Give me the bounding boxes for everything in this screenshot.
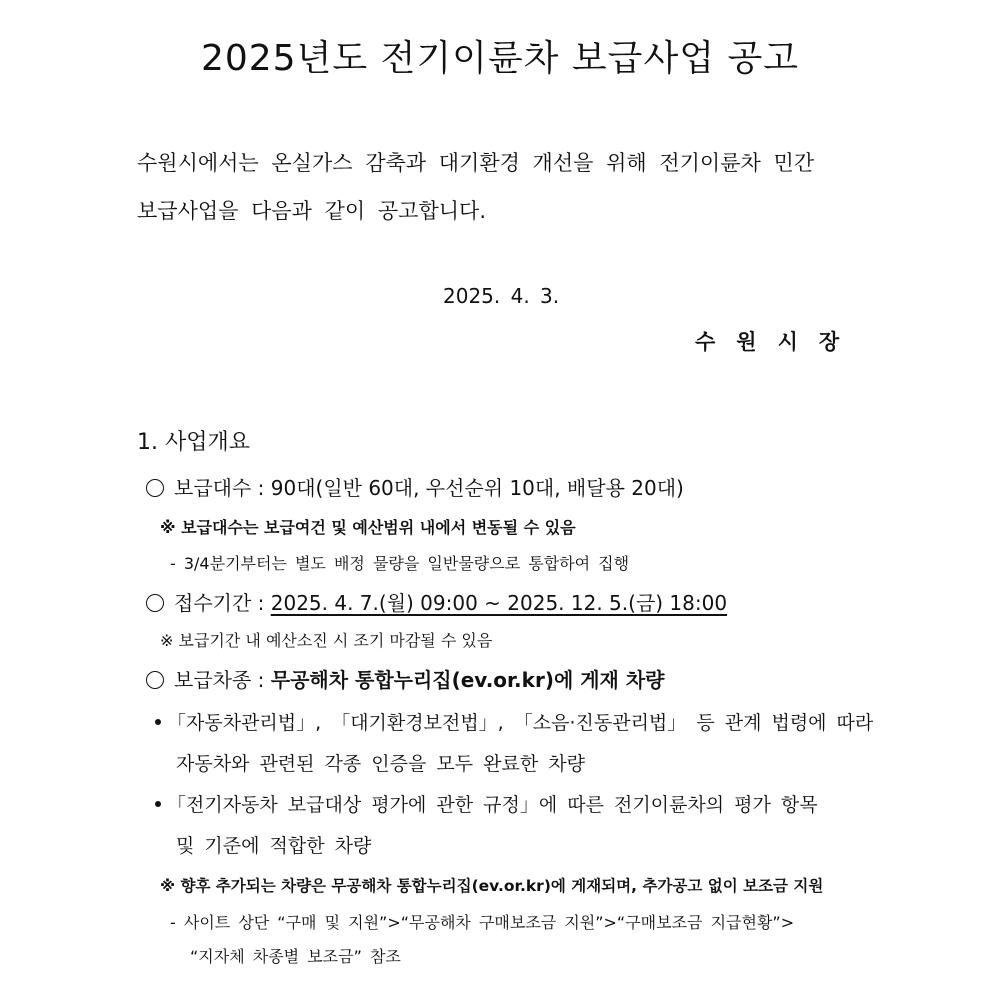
quantity-sub: - 3/4분기부터는 별도 배정 물량을 일반물량으로 통합하여 집행 [170,554,630,573]
vehicle-bullet-1: 「자동차관리법」, 「대기환경보전법」, 「소음·진동관리법」 등 관계 법령에 따라 [155,708,873,735]
signer: 수원시장 [695,330,861,354]
vehicles-item [146,664,664,693]
vehicle-bullet-1-cont: 자동차와 관련된 각종 인증을 모두 완료한 차량 [176,753,585,775]
period-item [146,587,727,616]
quantity-value: 90대(일반 60대, 우선순위 10대, 배달용 20대) [270,476,684,500]
circle-bullet-icon [146,671,164,689]
period-label: 접수기간 : [174,591,265,615]
announcement-date: 2025. 4. 3. [443,284,560,308]
circle-bullet-icon [146,594,164,612]
dot-bullet-icon [155,801,161,807]
vehicles-sub-2: “지자체 차종별 보조금” 참조 [190,947,401,966]
vehicles-label: 보급차종 : [174,668,265,692]
section-heading: 1. 사업개요 [137,430,250,455]
quantity-label: 보급대수 : [174,476,265,500]
page-title: 2025년도 전기이륜차 보급사업 공고 [200,38,800,79]
intro-line-2: 보급사업을 다음과 같이 공고합니다. [137,199,486,223]
vehicle-bullet-2-cont: 및 기준에 적합한 차량 [176,835,372,857]
vehicles-value: 무공해차 통합누리집(ev.or.kr)에 게재 차량 [270,668,665,692]
quantity-item [146,472,684,501]
quantity-note: ※ 보급대수는 보급여건 및 예산범위 내에서 변동될 수 있음 [160,518,576,537]
vehicle-bullet-2: 「전기자동차 보급대상 평가에 관한 규정」에 따른 전기이륜차의 평가 항목 [155,790,818,817]
vehicles-sub-1: - 사이트 상단 “구매 및 지원”>“무공해차 구매보조금 지원”>“구매보조금 지급현황”> [170,913,795,932]
period-value: 2025. 4. 7.(월) 09:00 ~ 2025. 12. 5.(금) 18:00 [270,591,728,615]
intro-line-1: 수원시에서는 온실가스 감축과 대기환경 개선을 위해 전기이륜차 민간 [137,151,815,175]
period-note: ※ 보급기간 내 예산소진 시 조기 마감될 수 있음 [160,631,493,650]
circle-bullet-icon [146,479,164,497]
vehicles-note: ※ 향후 추가되는 차량은 무공해차 통합누리집(ev.or.kr)에 게재되며, 추가공고 없이 보조금 지원 [160,877,824,895]
dot-bullet-icon [155,719,161,725]
